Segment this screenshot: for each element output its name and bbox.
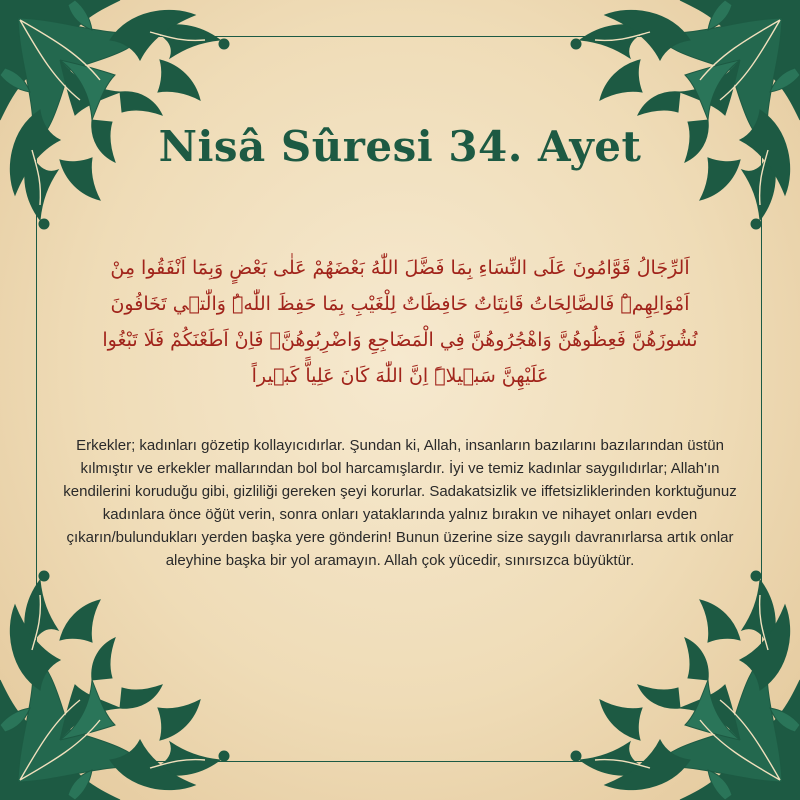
floral-corner-ornament-icon (550, 550, 800, 800)
page-title: Nisâ Sûresi 34. Ayet (158, 122, 642, 171)
arabic-verse-text: اَلرِّجَالُ قَوَّامُونَ عَلَى النِّسَاءِ بِمَا فَضَّلَ اللّٰهُ بَعْضَهُمْ عَلٰى بَعْضٍ وَبِمَٓا اَنْفَقُوا مِنْ اَمْوَالِهِمْۜ فَالصَّالِحَاتُ قَانِتَاتٌ حَافِظَاتٌ لِلْغَيْبِ بِمَا حَفِظَ اللّٰهُۜ وَالّٰت۪ي تَخَافُونَ نُشُوزَهُنَّ فَعِظُوهُنَّ وَاهْجُرُوهُنَّ فِي الْمَضَاجِعِ وَاضْرِبُوهُنَّۚ فَاِنْ اَطَعْنَكُمْ فَلَا تَبْغُوا عَلَيْهِنَّ سَب۪يلاًۜ اِنَّ اللّٰهَ كَانَ عَلِياًّ كَب۪يراً (102, 257, 698, 387)
turkish-translation-text: Erkekler; kadınları gözetip kollayıcıdırlar. Şundan ki, Allah, insanların bazılarını bazılarından üstün kılmıştır ve erkekler mallarından bol bol harcamışlardır. İyi ve temiz kadınlar saygılıdırlar; Allah'ın kendilerini koruduğu gibi, gizliliği gereken şeyi korurlar. Sadakatsizlik ve iffetsizliklerinden korktuğunuz kadınlara önce öğüt verin, sonra onları yataklarında yalnız bırakın ve nihayet onları evden çıkarın/bulundukları yerden başka yere gönderin! Bunun üzerine size saygılı davranırlarsa artık onlar aleyhine başka bir yol aramayın. Allah çok yücedir, sınırsızca büyüktür. (63, 437, 737, 569)
floral-corner-ornament-icon (0, 550, 250, 800)
